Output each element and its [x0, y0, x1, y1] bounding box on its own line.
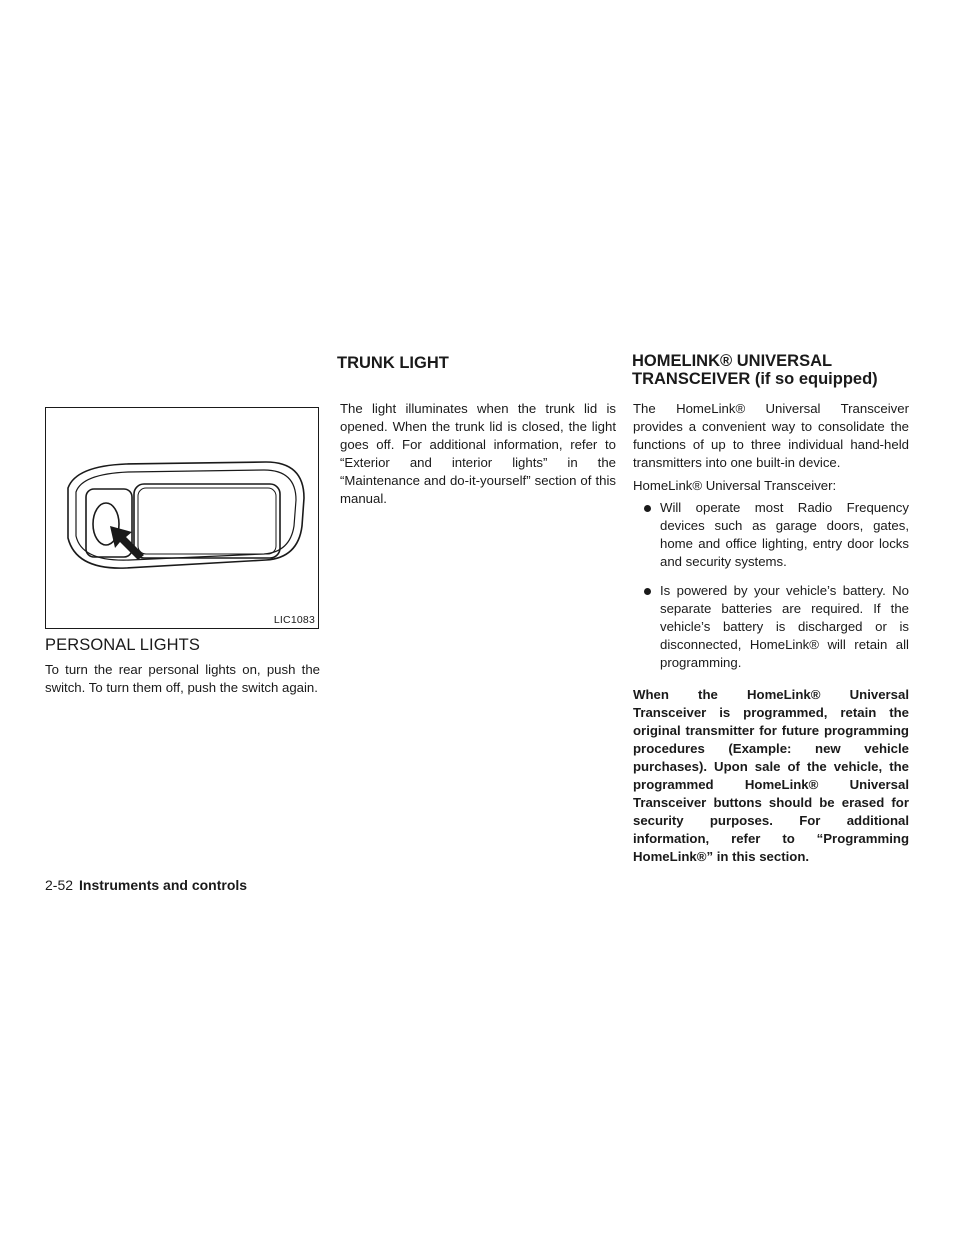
trunk-light-body: The light illuminates when the trunk lid is opened. When the trunk lid is closed, the light goes off. For additional information, refer to “Exterior and interior lights” in the “Maintenance and do-it-yourself” section of this manual.: [340, 401, 616, 506]
homelink-heading: [632, 352, 932, 388]
overhead-personal-light-illustration: [46, 408, 320, 630]
bullet-dot-icon: [644, 588, 651, 595]
list-item-text: Is powered by your vehicle’s battery. No separate batteries are required. If the vehicle’s battery is discharged or is disconnected, HomeLink® will retain all programming.: [660, 583, 909, 670]
personal-lights-heading: PERSONAL LIGHTS: [45, 636, 200, 654]
homelink-feature-list: [633, 499, 909, 683]
personal-lights-body: To turn the rear personal lights on, push the switch. To turn them off, push the switch again.: [45, 662, 320, 695]
homelink-heading-line1: HOMELINK® UNIVERSAL: [632, 352, 833, 370]
section-title: Instruments and controls: [79, 877, 248, 893]
figure-label: LIC1083: [273, 614, 315, 626]
homelink-heading-line2: TRANSCEIVER (if so equipped): [632, 370, 878, 388]
homelink-list-title: HomeLink® Universal Transceiver:: [633, 478, 837, 493]
homelink-warning: When the HomeLink® Universal Transceiver is programmed, retain the original transmitter for future programming procedures (Example: new vehicle purchases). Upon sale of the vehicle, the programmed HomeLink® Universal Transceiver buttons should be erased for security purposes. For additional information, refer to “Programming HomeLink®” in this section.: [633, 687, 909, 864]
page-footer: [45, 877, 247, 893]
trunk-light-heading: TRUNK LIGHT: [337, 354, 449, 372]
list-item: [633, 582, 909, 672]
page-number: 2-52: [45, 877, 74, 893]
list-item-text: Will operate most Radio Frequency devices such as garage doors, gates, home and office lighting, entry door locks and security systems.: [660, 500, 909, 569]
personal-light-figure: [45, 407, 319, 629]
homelink-intro: The HomeLink® Universal Transceiver provides a convenient way to consolidate the functions of up to three individual hand-held transmitters into one built-in device.: [633, 401, 909, 470]
bullet-dot-icon: [644, 505, 651, 512]
list-item: [633, 499, 909, 571]
